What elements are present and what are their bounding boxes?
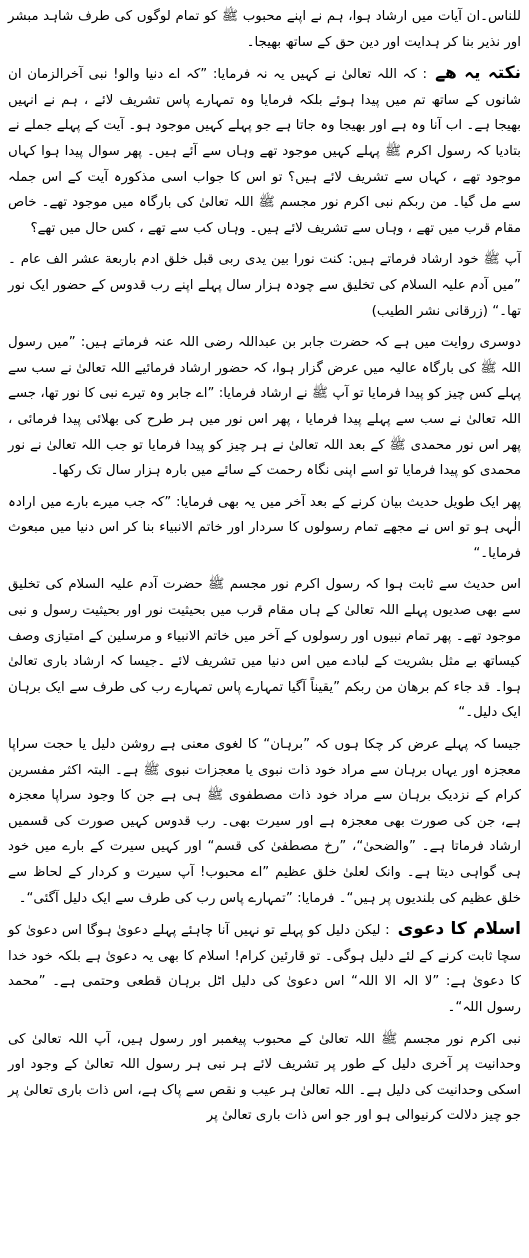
paragraph-text: نبی اکرم نور مجسم ﷺ اللہ تعالیٰ کے محبوب پیغمبر اور رسول ہیں، آپ اللہ تعالیٰ کی وحدانیت پر آخری دلیل کے طور پر تشریف لائے ہر نبی ہر رسول اللہ تعالیٰ کے وجود اور اسکی وحدانیت کی دلیل ہے۔ اللہ تعالیٰ ہر عیب و نقص سے پاک ہے، اس ذات باری تعالیٰ پر جو چیز دلالت کرنیوالی ہو اور جو اس ذات باری تعالیٰ پر <box>8 1031 521 1124</box>
paragraph-text: : لیکن دلیل کو پہلے تو نہیں آنا چاہئے پہلے دعویٰ ہوگا اس دعویٰ کو سچا ثابت کرنے کے لئے دلیل ہوگی۔ تو قارئین کرام! اسلام کا بھی یہ دعویٰ ہے بلکہ خود خدا کا دعویٰ ہے: ”لا الہ الا اللہ“ اس دعویٰ کی دلیل اٹل برہان قطعی وحتمی ہے۔ ”محمد رسول اللہ“۔ <box>8 923 521 1015</box>
paragraph-nabi-akram <box>8 1027 521 1129</box>
paragraph-intro <box>8 4 521 55</box>
section-heading-islam-dawa: اسلام کا دعوی <box>397 919 521 940</box>
paragraph-text: دوسری روایت میں ہے کہ حضرت جابر بن عبداللہ رضی اللہ عنہ فرماتے ہیں: ”میں رسول اللہ ﷺ کی بارگاہ عالیہ میں عرض گزار ہوا، کہ حضور ارشاد فرمائیے اللہ تعالیٰ نے سب سے پہلے کس چیز کو پیدا فرمایا تو آپ ﷺ نے ارشاد فرمایا: ”اے جابر وہ تیرے نبی کا نور تھا، جسے اللہ تعالیٰ نے سب سے پہلے پیدا فرمایا ، پھر اس نور میں ہر طرح کی بھلائی پیدا فرمائی ، پھر اس نور محمدی ﷺ کے بعد اللہ تعالیٰ نے ہر چیز کو پیدا فرمایا تو جب اللہ تعالیٰ نے نور محمدی کو پیدا فرمایا تو اسے اپنی نگاہ رحمت کے سائے میں بارہ ہزار سال تک رکھا۔ <box>8 335 521 479</box>
paragraph-text: للناس۔ان آیات میں ارشاد ہوا، ہم نے اپنے محبوب ﷺ کو تمام لوگوں کی طرف شاہد مبشر اور نذیر بنا کر ہدایت اور دین حق کے ساتھ بھیجا۔ <box>8 9 521 50</box>
paragraph-text: جیسا کہ پہلے عرض کر چکا ہوں کہ ”برہان“ کا لغوی معنی ہے روشن دلیل یا حجت سراپا معجزہ اور یہاں برہان سے مراد خود ذات نبوی یا معجزات نبوی ﷺ ہے۔ البتہ اکثر مفسرین کرام کے نزدیک برہان سے مراد خود ذات مصطفوی ﷺ ہی ہے جن کا وجود سراپا معجزہ ہے، جن کی صورت بھی معجزہ ہے اور سیرت بھی۔ رب قدوس کہیں صورت کی قسمیں ارشاد فرماتا ہے۔ ”والضحیٰ“، ”رخ مصطفیٰ کی قسم“ اور کہیں سیرت کے بارے میں خود ہی گواہی دیتا ہے۔ وانک لعلیٰ خلق عظیم ”اے محبوب! آپ سیرت و کردار کے لحاظ سے خلق عظیم کی بلندیوں پر ہیں“۔ فرمایا: ”تمہارے پاس رب کی طرف سے ایک دلیل آگئی“۔ <box>8 737 521 906</box>
paragraph-text: اس حدیث سے ثابت ہوا کہ رسول اکرم نور مجسم ﷺ حضرت آدم علیہ السلام کی تخلیق سے بھی صدیوں پہلے اللہ تعالیٰ کے ہاں مقام قرب میں بحیثیت نور اور بحیثیت رسول و نبی موجود تھے۔ پھر تمام نبیوں اور رسولوں کے آخر میں خاتم الانبیاء و مرسلین کے امتیازی وصف کیساتھ بے مثل بشریت کے لبادے میں اس دنیا میں تشریف لائے ۔جیسا کہ ارشاد باری تعالیٰ ہوا۔ قد جاء کم برهان من ربكم ”یقیناً آگیا تمہارے پاس تمہارے رب کی طرف سے ایک برہان ایک دلیل۔“ <box>8 577 521 721</box>
paragraph-tawil-hadith <box>8 490 521 567</box>
paragraph-text: : کہ اللہ تعالیٰ نے کہیں یہ نہ فرمایا: ”کہ اے دنیا والو! نبی آخرالزمان ان شانوں کے ساتھ تم میں پیدا ہوئے بلکہ فرمایا وہ تمہارے پاس تشریف لائے ، ہم نے انہیں بھیجا ہے۔ اب آنا وہ ہے اور بھیجا وہ جاتا ہے جو پہلے کہیں موجود ہو۔ آیت کے پہلے جملے نے بتادیا کہ رسول اکرم ﷺ پہلے کہیں موجود تھے وہاں سے آئے ہیں۔ پھر سوال پیدا ہوا کہاں موجود تھے ، کہاں سے تشریف لائے ہیں؟ تو اس کا جواب اسی مذکورہ آیت کے اس جملہ سے مل گیا۔ من ربکم نبی اکرم نور مجسم ﷺ اللہ تعالیٰ کی بارگاہ میں موجود تھے۔ خاص مقام قرب میں تھے ، وہاں سے تشریف لائے ہیں۔ وہاں کب سے تھے ، کس حال میں تھے؟ <box>8 67 521 236</box>
paragraph-nukta <box>8 61 521 241</box>
paragraph-sabit <box>8 572 521 726</box>
paragraph-islam-dawa <box>8 917 521 1020</box>
paragraph-text: آپ ﷺ خود ارشاد فرماتے ہیں: كنت نورا بين يدى ربى قبل خلق ادم باربعة عشر الف عام ۔ ”میں آدم علیہ السلام کی تخلیق سے چودہ ہزار سال پہلے اپنے رب قدوس کے حضور ایک نور تھا۔“ (زرقانی نشر الطیب) <box>8 252 521 319</box>
section-heading-nukta: نکتہ یہ ھے <box>435 63 521 84</box>
paragraph-hadith-noor <box>8 247 521 324</box>
paragraph-text: پھر ایک طویل حدیث بیان کرنے کے بعد آخر میں یہ بھی فرمایا: ”کہ جب میرے بارے میں ارادہ الٰہی ہو تو اس نے مجھے تمام رسولوں کا سردار اور خاتم الانبیاء بنا کر اس دنیا میں مبعوث فرمایا۔“ <box>8 494 521 561</box>
paragraph-burhan <box>8 732 521 911</box>
paragraph-jabir-riwayat <box>8 330 521 484</box>
